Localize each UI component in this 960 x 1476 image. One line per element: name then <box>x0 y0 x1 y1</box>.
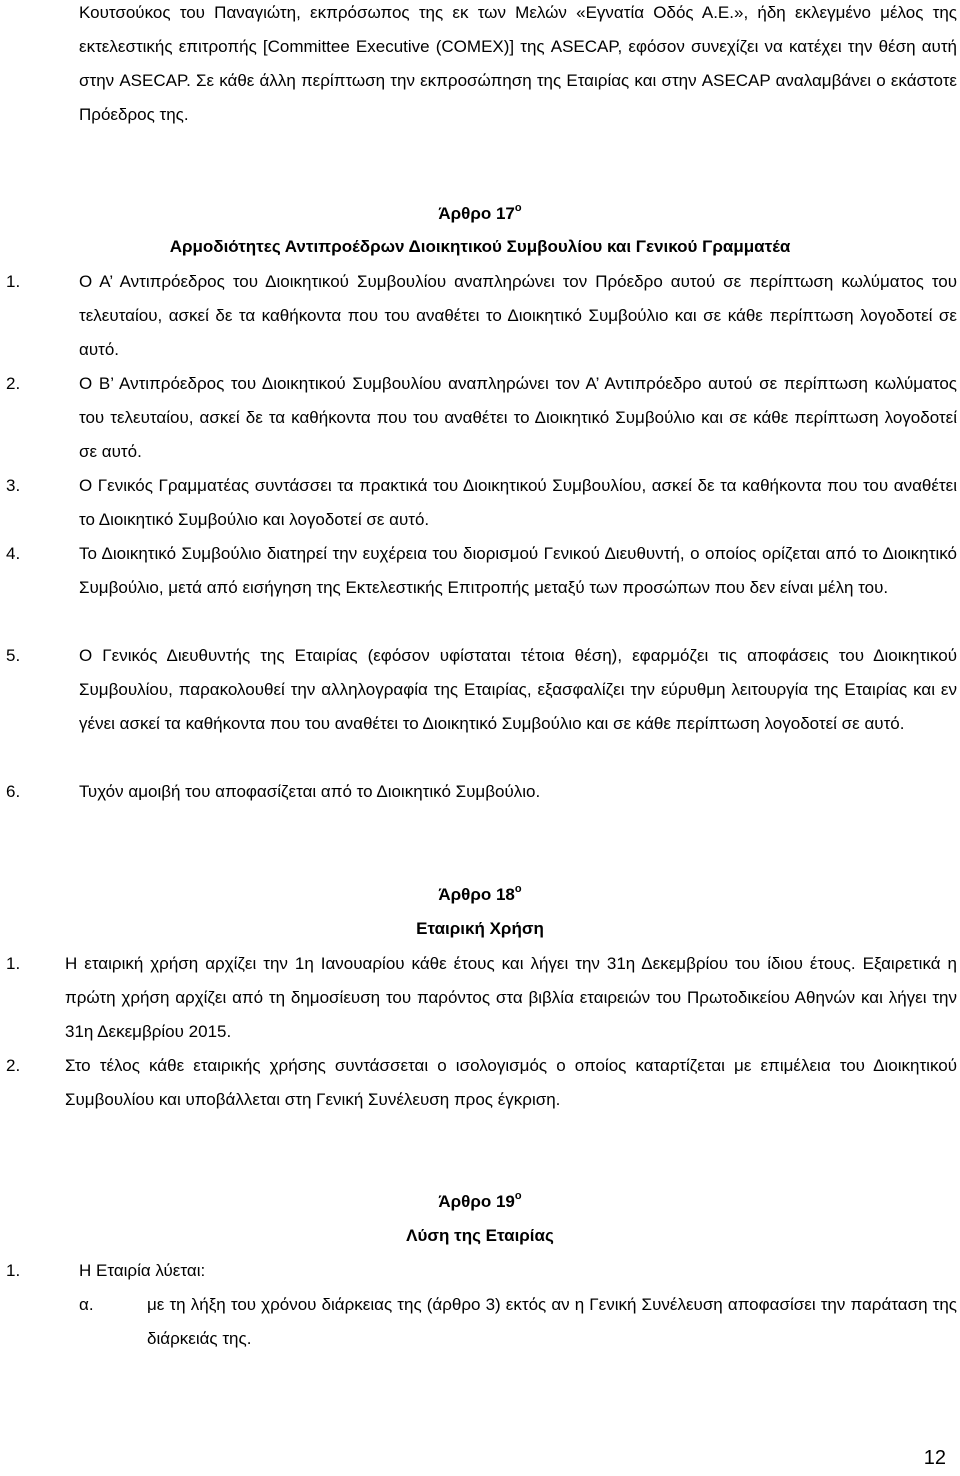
item-text: Στο τέλος κάθε εταιρικής χρήσης συντάσσεται ο ισολογισμός ο οποίος καταρτίζεται με επιμέλεια του Διοικητικού Συμβουλίου και υποβάλλεται στη Γενική Συνέλευση προς έγκριση. <box>65 1056 957 1109</box>
item-number: 1. <box>6 272 21 291</box>
article-18-subtitle: Εταιρική Χρήση <box>416 919 544 938</box>
item-text: Ο Γενικός Γραμματέας συντάσσει τα πρακτικά του Διοικητικού Συμβουλίου, ασκεί δε τα καθήκοντα που του αναθέτει το Διοικητικό Συμβούλιο και λογοδοτεί σε αυτό. <box>79 476 957 529</box>
subitem-text: με τη λήξη του χρόνου διάρκειας της (άρθρο 3) εκτός αν η Γενική Συνέλευση αποφασίσει την παράταση της διάρκειάς της. <box>147 1295 957 1348</box>
page-number: 12 <box>923 1447 946 1469</box>
article-17-title <box>0 197 960 231</box>
item-text: Η εταιρική χρήση αρχίζει την 1η Ιανουαρίου κάθε έτους και λήγει την 31η Δεκεμβρίου του ίδιου έτους. Εξαιρετικά η πρώτη χρήση αρχίζει από τη δημοσίευση του παρόντος στα βιβλία εταιρειών του Πρωτοδικείου Αθηνών και λήγει την 31η Δεκεμβρίου 2015. <box>65 954 957 1041</box>
item-text: Ο Β’ Αντιπρόεδρος του Διοικητικού Συμβουλίου αναπληρώνει τον Α’ Αντιπρόεδρο αυτού σε περίπτωση κωλύματος του τελευταίου, ασκεί δε τα καθήκοντα που του αναθέτει το Διοικητικό Συμβούλιο και σε κάθε περίπτωση λογοδοτεί σε αυτό. <box>79 374 957 461</box>
subitem-letter: α. <box>79 1295 94 1314</box>
item-number: 1. <box>6 954 21 973</box>
item-text: Ο Α’ Αντιπρόεδρος του Διοικητικού Συμβουλίου αναπληρώνει τον Πρόεδρο αυτού σε περίπτωση κωλύματος του τελευταίου, ασκεί δε τα καθήκοντα που του αναθέτει το Διοικητικό Συμβούλιο και σε κάθε περίπτωση λογοδοτεί σε αυτό. <box>79 272 957 359</box>
item-text: Το Διοικητικό Συμβούλιο διατηρεί την ευχέρεια του διορισμού Γενικού Διευθυντή, ο οποίος ορίζεται από το Διοικητικό Συμβούλιο, μετά από εισήγηση της Εκτελεστικής Επιτροπής μεταξύ των προσώπων που δεν είναι μέλη του. <box>79 544 957 597</box>
item-text: Ο Γενικός Διευθυντής της Εταιρίας (εφόσον υφίσταται τέτοια θέση), εφαρμόζει τις αποφάσεις του Διοικητικού Συμβουλίου, παρακολουθεί την αλληλογραφία της Εταιρίας, εξασφαλίζει την εύρυθμη λειτουργία της Εταιρίας και εν γένει ασκεί τα καθήκοντα που του αναθέτει το Διοικητικό Συμβούλιο και σε κάθε περίπτωση λογοδοτεί σε αυτό. <box>79 646 957 733</box>
article-19-title <box>0 1185 960 1219</box>
item-number: 2. <box>6 374 21 393</box>
article-18-title-text: Άρθρο 18 <box>438 885 515 904</box>
item-number: 6. <box>6 782 21 801</box>
article-19-subtitle: Λύση της Εταιρίας <box>406 1226 554 1245</box>
item-number: 4. <box>6 544 21 563</box>
article-17-subtitle: Αρμοδιότητες Αντιπροέδρων Διοικητικού Συμβουλίου και Γενικού Γραμματέα <box>169 237 791 256</box>
intro-paragraph: Κουτσούκος του Παναγιώτη, εκπρόσωπος της εκ των Μελών «Εγνατία Οδός Α.Ε.», ήδη εκλεγμένο μέλος της εκτελεστικής επιτροπής [Committee Executive (COMEX)] της ASECAP, εφόσον συνεχίζει να κατέχει την θέση αυτή στην ASECAP. Σε κάθε άλλη περίπτωση την εκπροσώπηση της Εταιρίας και στην ASECAP αναλαμβάνει ο εκάστοτε Πρόεδρος της. <box>79 3 957 124</box>
item-text: Η Εταιρία λύεται: <box>79 1261 206 1280</box>
item-number: 1. <box>6 1261 21 1280</box>
item-number: 3. <box>6 476 21 495</box>
article-18-title-sup: ο <box>514 883 522 895</box>
item-number: 2. <box>6 1056 21 1075</box>
article-17-title-text: Άρθρο 17 <box>438 204 515 223</box>
article-19-title-text: Άρθρο 19 <box>438 1192 515 1211</box>
article-18-title <box>0 878 960 912</box>
article-19-title-sup: ο <box>514 1190 522 1202</box>
item-number: 5. <box>6 646 21 665</box>
item-text: Τυχόν αμοιβή του αποφασίζεται από το Διοικητικό Συμβούλιο. <box>79 782 541 801</box>
article-17-title-sup: ο <box>514 202 522 214</box>
